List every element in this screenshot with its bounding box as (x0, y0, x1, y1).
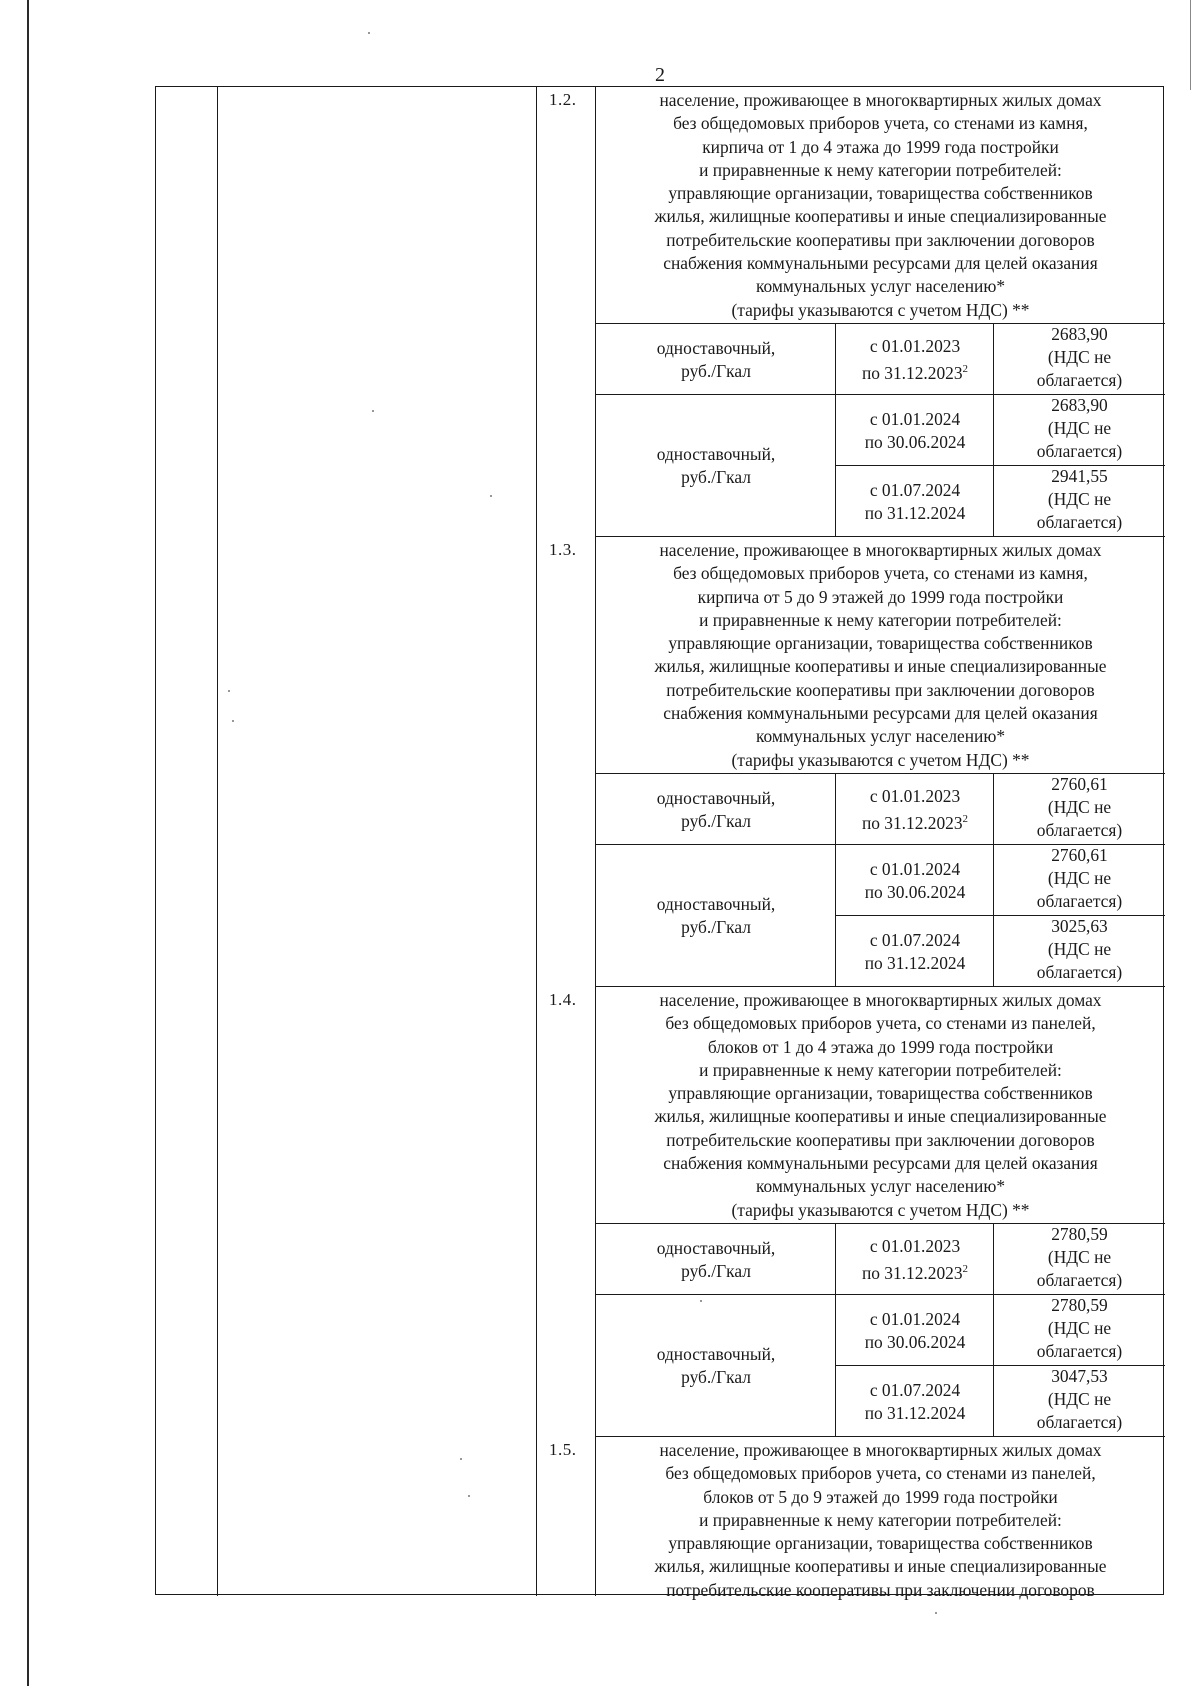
price-value: 2760,61 (1051, 845, 1108, 865)
tariff-type-label (657, 893, 775, 939)
vat-note: (НДС не (1047, 1247, 1112, 1267)
description-line: без общедомовых приборов учета, со стенами из панелей, (665, 1463, 1096, 1484)
period-cell (836, 1366, 994, 1437)
section-number: 1.2. (549, 90, 577, 109)
tariff-type-label (657, 787, 775, 833)
tariff-type-label (657, 1237, 775, 1283)
tariff-type-cell (596, 1295, 836, 1437)
price-cell (994, 772, 1165, 843)
description-line: жилья, жилищные кооперативы и иные специализированные (654, 1556, 1107, 1577)
description-line: жилья, жилищные кооперативы и иные специализированные (654, 1106, 1107, 1127)
vat-note: (НДС не (1047, 868, 1112, 888)
price-value: 2760,61 (1051, 774, 1108, 794)
period-from: с 01.01.2023 (869, 785, 961, 806)
tariff-type-label (657, 337, 775, 383)
tariff-type-line: руб./Гкал (681, 810, 751, 831)
vat-note: (НДС не (1047, 418, 1112, 438)
vat-note: облагается) (1036, 441, 1123, 461)
description-line: блоков от 1 до 4 этажа до 1999 года постройки (707, 1036, 1054, 1057)
price-cell (994, 1222, 1165, 1293)
table-rule-horizontal (596, 986, 1165, 987)
period-label (865, 479, 966, 525)
tariff-table (155, 86, 1164, 1600)
scan-speckle (460, 1458, 462, 1460)
period-to: по 30.06.2024 (864, 1331, 966, 1352)
period-label (865, 858, 966, 904)
price-value: 2780,59 (1051, 1295, 1108, 1315)
description-line: коммунальных услуг населению* (755, 1176, 1006, 1197)
section-description (596, 539, 1165, 772)
scan-edge-line-right (1190, 0, 1191, 90)
period-cell (836, 395, 994, 466)
period-label (862, 785, 968, 835)
period-from: с 01.01.2023 (869, 1235, 961, 1256)
description-line: снабжения коммунальными ресурсами для целей оказания (663, 1153, 1098, 1174)
description-line: коммунальных услуг населению* (755, 726, 1006, 747)
period-label (862, 335, 968, 385)
price-cell (994, 1293, 1165, 1364)
description-line: управляющие организации, товарищества собственников (668, 1533, 1093, 1554)
description-line: блоков от 5 до 9 этажей до 1999 года постройки (703, 1486, 1058, 1507)
tariff-type-line: одноставочный, (656, 1344, 776, 1364)
section-description (596, 989, 1165, 1222)
footnote-marker: 2 (962, 812, 969, 825)
period-to: по 31.12.2024 (864, 1402, 966, 1423)
page-number: 2 (655, 64, 665, 86)
price-value: 2683,90 (1051, 395, 1108, 415)
vat-note: (НДС не (1047, 939, 1112, 959)
period-to: по 31.12.2023$^2$ (861, 1262, 969, 1283)
tariff-type-line: одноставочный, (656, 894, 776, 914)
footnote-marker: 2 (962, 362, 969, 375)
tariff-type-line: одноставочный, (656, 337, 776, 358)
scan-speckle (232, 720, 234, 722)
vat-note: (НДС не (1047, 1318, 1112, 1338)
scan-speckle (228, 690, 230, 692)
description-line: (тарифы указываются с учетом НДС) ** (731, 749, 1030, 770)
tariff-type-line: руб./Гкал (681, 1367, 751, 1387)
price-value: 2683,90 (1051, 324, 1108, 344)
vat-note: (НДС не (1047, 797, 1112, 817)
description-line: и приравненные к нему категории потребителей: (699, 1059, 1062, 1080)
table-rule-vertical (536, 87, 537, 1596)
tariff-type-line: руб./Гкал (681, 1260, 751, 1281)
period-to: по 30.06.2024 (864, 431, 966, 452)
period-cell (836, 1224, 994, 1295)
vat-note: облагается) (1036, 512, 1123, 532)
section-number: 1.3. (549, 540, 577, 559)
period-cell (836, 774, 994, 845)
description-line: население, проживающее в многоквартирных жилых домах (659, 90, 1102, 110)
vat-note: облагается) (1036, 1341, 1123, 1361)
description-line: без общедомовых приборов учета, со стенами из камня, (673, 563, 1088, 584)
period-to: по 30.06.2024 (864, 881, 966, 902)
price-cell (994, 464, 1165, 535)
scan-speckle (468, 1495, 470, 1497)
description-line: жилья, жилищные кооперативы и иные специализированные (654, 206, 1107, 227)
period-label (865, 408, 966, 454)
description-line: управляющие организации, товарищества собственников (668, 183, 1093, 204)
price-cell (994, 843, 1165, 914)
description-line: управляющие организации, товарищества собственников (668, 633, 1093, 654)
description-line: без общедомовых приборов учета, со стенами из панелей, (665, 1013, 1096, 1034)
price-block (1037, 1294, 1122, 1363)
price-cell (994, 393, 1165, 464)
vat-note: облагается) (1036, 370, 1123, 390)
scan-speckle (372, 410, 374, 412)
price-value: 3047,53 (1051, 1366, 1108, 1386)
tariff-type-line: руб./Гкал (681, 917, 751, 937)
period-cell (836, 845, 994, 916)
vat-note: (НДС не (1047, 1389, 1112, 1409)
period-from: с 01.07.2024 (869, 929, 961, 950)
price-block (1037, 394, 1122, 463)
price-block (1037, 465, 1122, 534)
tariff-type-label (657, 1343, 775, 1389)
description-line: потребительские кооперативы при заключении договоров (666, 229, 1095, 250)
vat-note: облагается) (1036, 820, 1123, 840)
description-line: и приравненные к нему категории потребителей: (699, 1509, 1062, 1530)
period-cell (836, 324, 994, 395)
period-cell (836, 916, 994, 987)
description-line: население, проживающее в многоквартирных жилых домах (659, 1440, 1102, 1460)
period-from: с 01.01.2024 (869, 1308, 961, 1329)
description-line: снабжения коммунальными ресурсами для целей оказания (663, 703, 1098, 724)
tariff-type-cell (596, 774, 836, 845)
period-label (865, 1379, 966, 1425)
vat-note: (НДС не (1047, 347, 1112, 367)
period-from: с 01.07.2024 (869, 1379, 961, 1400)
description-line: снабжения коммунальными ресурсами для целей оказания (663, 253, 1098, 274)
price-value: 2941,55 (1051, 466, 1108, 486)
table-rule-vertical (217, 87, 218, 1596)
tariff-type-cell (596, 1224, 836, 1295)
period-from: с 01.01.2024 (869, 858, 961, 879)
tariff-type-line: одноставочный, (656, 787, 776, 808)
period-label (865, 1308, 966, 1354)
period-label (862, 1235, 968, 1285)
period-to: по 31.12.2024 (864, 952, 966, 973)
tariff-type-line: одноставочный, (656, 1237, 776, 1258)
price-block (1037, 915, 1122, 984)
description-line: и приравненные к нему категории потребителей: (699, 159, 1062, 180)
period-cell (836, 466, 994, 537)
tariff-type-line: руб./Гкал (681, 360, 751, 381)
vat-note: облагается) (1036, 1412, 1123, 1432)
description-line: потребительские кооперативы при заключении договоров (666, 679, 1095, 700)
price-block (1037, 323, 1122, 392)
tariff-type-cell (596, 324, 836, 395)
price-value: 3025,63 (1051, 916, 1108, 936)
footnote-marker: 2 (962, 1262, 969, 1275)
period-to: по 31.12.2023$^2$ (861, 812, 969, 833)
description-line: и приравненные к нему категории потребителей: (699, 609, 1062, 630)
scan-speckle (700, 1300, 702, 1302)
description-line: население, проживающее в многоквартирных жилых домах (659, 990, 1102, 1010)
period-from: с 01.01.2024 (869, 408, 961, 429)
period-label (865, 929, 966, 975)
section-number: 1.5. (549, 1440, 577, 1459)
price-cell (994, 914, 1165, 985)
period-cell (836, 1295, 994, 1366)
description-line: кирпича от 5 до 9 этажей до 1999 года постройки (697, 586, 1064, 607)
tariff-type-line: руб./Гкал (681, 467, 751, 487)
description-line: (тарифы указываются с учетом НДС) ** (731, 1199, 1030, 1220)
section-number: 1.4. (549, 990, 577, 1009)
scan-speckle (490, 495, 492, 497)
price-cell (994, 1364, 1165, 1435)
vat-note: (НДС не (1047, 489, 1112, 509)
description-line: потребительские кооперативы при заключении договоров (666, 1129, 1095, 1150)
price-block (1037, 773, 1122, 842)
tariff-type-cell (596, 845, 836, 987)
description-line: без общедомовых приборов учета, со стенами из камня, (673, 113, 1088, 134)
tariff-type-line: одноставочный, (656, 444, 776, 464)
description-line: (тарифы указываются с учетом НДС) ** (731, 299, 1030, 320)
price-value: 2780,59 (1051, 1224, 1108, 1244)
price-block (1037, 1223, 1122, 1292)
vat-note: облагается) (1036, 962, 1123, 982)
period-to: по 31.12.2023$^2$ (861, 362, 969, 383)
price-block (1037, 1365, 1122, 1434)
vat-note: облагается) (1036, 1270, 1123, 1290)
section-description (596, 1439, 1165, 1602)
scan-edge-line (27, 0, 29, 1686)
description-line: население, проживающее в многоквартирных жилых домах (659, 540, 1102, 560)
description-line: управляющие организации, товарищества собственников (668, 1083, 1093, 1104)
tariff-type-cell (596, 395, 836, 537)
period-to: по 31.12.2024 (864, 502, 966, 523)
table-rule-horizontal (596, 536, 1165, 537)
table-rule-horizontal (596, 1436, 1165, 1437)
price-cell (994, 322, 1165, 393)
price-block (1037, 844, 1122, 913)
vat-note: облагается) (1036, 891, 1123, 911)
description-line: кирпича от 1 до 4 этажа до 1999 года постройки (702, 136, 1059, 157)
period-from: с 01.07.2024 (869, 479, 961, 500)
description-line: жилья, жилищные кооперативы и иные специализированные (654, 656, 1107, 677)
tariff-type-label (657, 443, 775, 489)
description-line: коммунальных услуг населению* (755, 276, 1006, 297)
section-description (596, 89, 1165, 322)
period-from: с 01.01.2023 (869, 335, 961, 356)
scan-speckle (368, 32, 370, 34)
description-line: потребительские кооперативы при заключении договоров (666, 1579, 1095, 1600)
scan-speckle (935, 1612, 937, 1614)
